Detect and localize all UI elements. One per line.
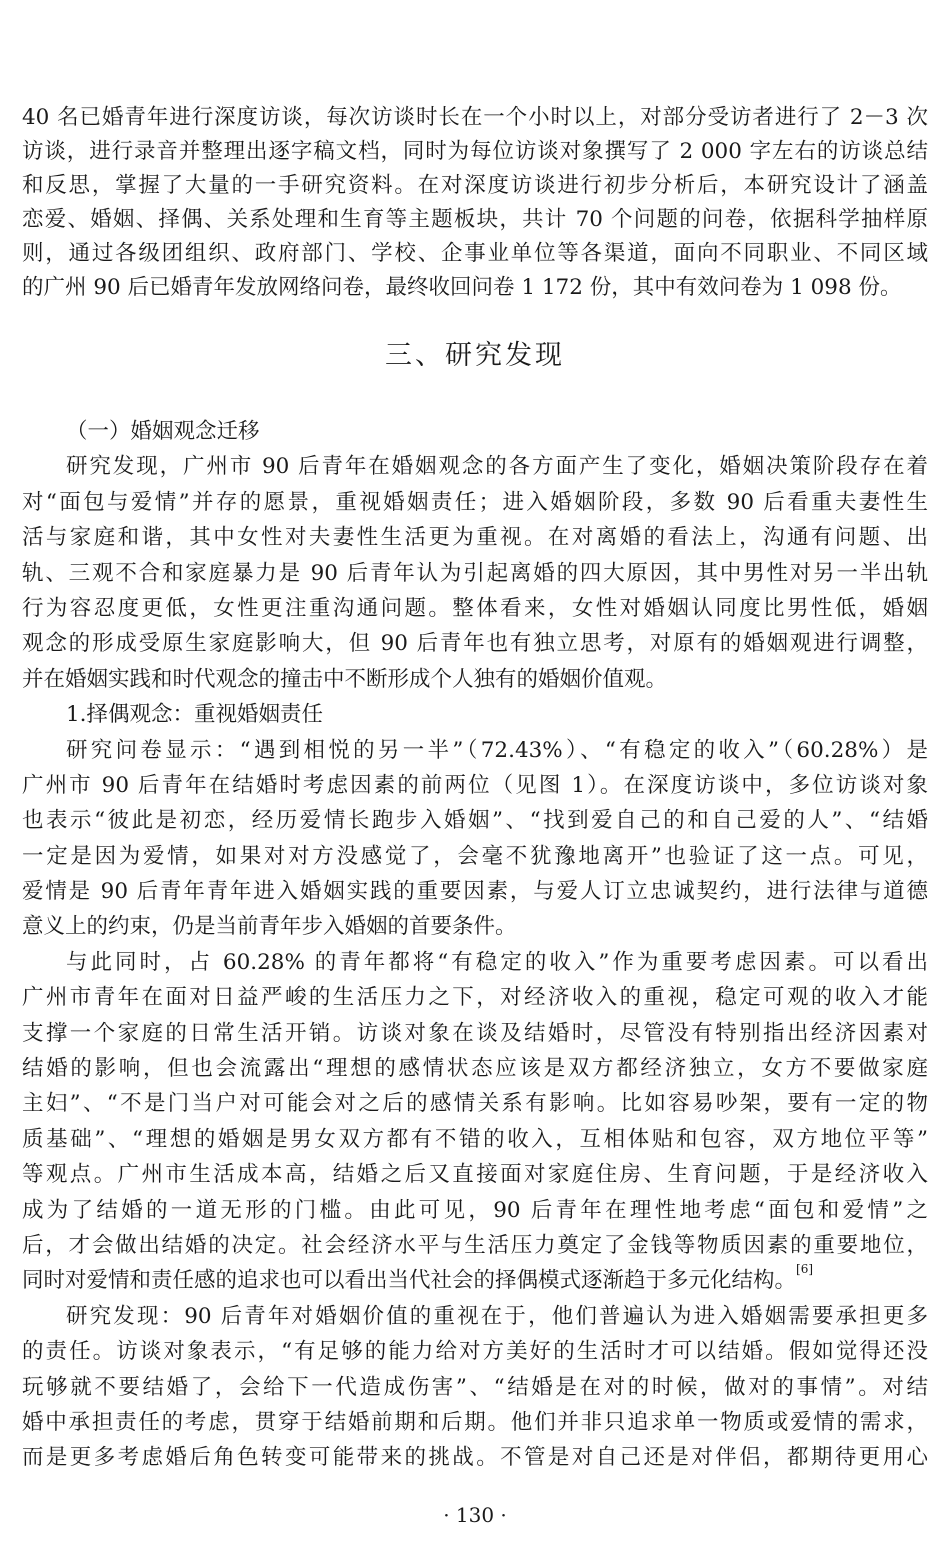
text-line: 支撑一个家庭的日常生活开销。访谈对象在谈及结婚时，尽管没有特别指出经济因素对 [22,1020,928,1046]
citation-ref: [6] [796,1262,814,1277]
sub-sub-heading: 1.择偶观念：重视婚姻责任 [66,702,324,728]
paragraph-income [22,945,928,1299]
text-line: 并在婚姻实践和时代观念的撞击中不断形成个人独有的婚姻价值观。 [22,666,668,692]
text-line: 一定是因为爱情，如果对对方没感觉了，会毫不犹豫地离开”也验证了这一点。可见， [22,843,928,869]
text-line: 爱情是 90 后青年青年进入婚姻实践的重要因素，与爱人订立忠诚契约，进行法律与道德 [22,879,928,905]
intro-paragraph [22,101,928,305]
text-line: 意义上的约束，仍是当前青年步入婚姻的首要条件。 [22,914,517,940]
text-line: 也表示“彼此是初恋，经历爱情长跑步入婚姻”、“找到爱自己的和自己爱的人”、“结婚 [22,808,928,834]
text-span: 同时对爱情和责任感的追求也可以看出当代社会的择偶模式逐渐趋于多元化结构。 [22,1268,797,1294]
text-line: 成为了结婚的一道无形的门槛。由此可见，90 后青年在理性地考虑“面包和爱情”之 [22,1197,928,1223]
text-line: 研究问卷显示：“遇到相悦的另一半”（72.43%）、“有稳定的收入”（60.28%）是 [66,737,928,763]
text-line: 广州市青年在面对日益严峻的生活压力之下，对经济收入的重视，稳定可观的收入才能 [22,985,928,1011]
text-line: 等观点。广州市生活成本高，结婚之后又直接面对家庭住房、生育问题，于是经济收入 [22,1162,928,1188]
paragraph-overview [22,449,928,697]
text-line [22,1263,928,1298]
paragraph-survey [22,733,928,945]
text-line: 轨、三观不合和家庭暴力是 90 后青年认为引起离婚的四大原因，其中男性对另一半出轨 [22,560,928,586]
subsection-heading: （一）婚姻观念迁移 [66,419,260,444]
text-line: 与此同时，占 60.28% 的青年都将“有稳定的收入”作为重要考虑因素。可以看出 [66,949,928,975]
text-line: 的责任。访谈对象表示，“有足够的能力给对方美好的生活时才可以结婚。假如觉得还没 [22,1339,928,1365]
paragraph-responsibility [22,1299,928,1476]
text-line: 广州市 90 后青年在结婚时考虑因素的前两位（见图 1）。在深度访谈中，多位访谈对象 [22,772,928,798]
text-line: 婚中承担责任的考虑，贯穿于结婚前期和后期。他们并非只追求单一物质或爱情的需求， [22,1409,928,1435]
text-line: 后，才会做出结婚的决定。社会经济水平与生活压力奠定了金钱等物质因素的重要地位， [22,1232,928,1258]
text-line: 对“面包与爱情”并存的愿景，重视婚姻责任；进入婚姻阶段，多数 90 后看重夫妻性生 [22,489,928,515]
text-line: 主妇”、“不是门当户对可能会对之后的感情关系有影响。比如容易吵架，要有一定的物 [22,1091,928,1117]
text-line: 和反思，掌握了大量的一手研究资料。在对深度访谈进行初步分析后，本研究设计了涵盖 [22,173,928,198]
text-line: 研究发现，广州市 90 后青年在婚姻观念的各方面产生了变化，婚姻决策阶段存在着 [66,454,928,480]
text-line: 行为容忍度更低，女性更注重沟通问题。整体看来，女性对婚姻认同度比男性低，婚姻 [22,595,928,621]
text-line: 研究发现：90 后青年对婚姻价值的重视在于，他们普遍认为进入婚姻需要承担更多 [66,1303,928,1329]
text-line: 而是更多考虑婚后角色转变可能带来的挑战。不管是对自己还是对伴侣，都期待更用心 [22,1445,928,1471]
text-line: 玩够就不要结婚了，会给下一代造成伤害”、“结婚是在对的时候，做对的事情”。对结 [22,1374,928,1400]
text-line: 的广州 90 后已婚青年发放网络问卷，最终收回问卷 1 172 份，其中有效问卷为 1 098 份。 [22,275,902,300]
text-line: 40 名已婚青年进行深度访谈，每次访谈时长在一个小时以上，对部分受访者进行了 2－3 次 [22,105,928,130]
page-number: · 130 · [443,1503,507,1527]
text-line: 结婚的影响，但也会流露出“理想的感情状态应该是双方都经济独立，女方不要做家庭 [22,1056,928,1082]
text-line: 活与家庭和谐，其中女性对夫妻性生活更为重视。在对离婚的看法上，沟通有问题、出 [22,525,928,551]
text-line: 则，通过各级团组织、政府部门、学校、企事业单位等各渠道，面向不同职业、不同区域 [22,241,928,266]
text-line: 观念的形成受原生家庭影响大，但 90 后青年也有独立思考，对原有的婚姻观进行调整， [22,631,928,657]
text-line: 恋爱、婚姻、择偶、关系处理和生育等主题板块，共计 70 个问题的问卷，依据科学抽样原 [22,207,928,232]
text-line: 质基础”、“理想的婚姻是男女双方都有不错的收入，互相体贴和包容，双方地位平等” [22,1126,928,1152]
article-body [22,414,928,1476]
section-heading: 三、研究发现 [385,340,565,371]
text-line: 访谈，进行录音并整理出逐字稿文档，同时为每位访谈对象撰写了 2 000 字左右的访谈总结 [22,139,928,164]
